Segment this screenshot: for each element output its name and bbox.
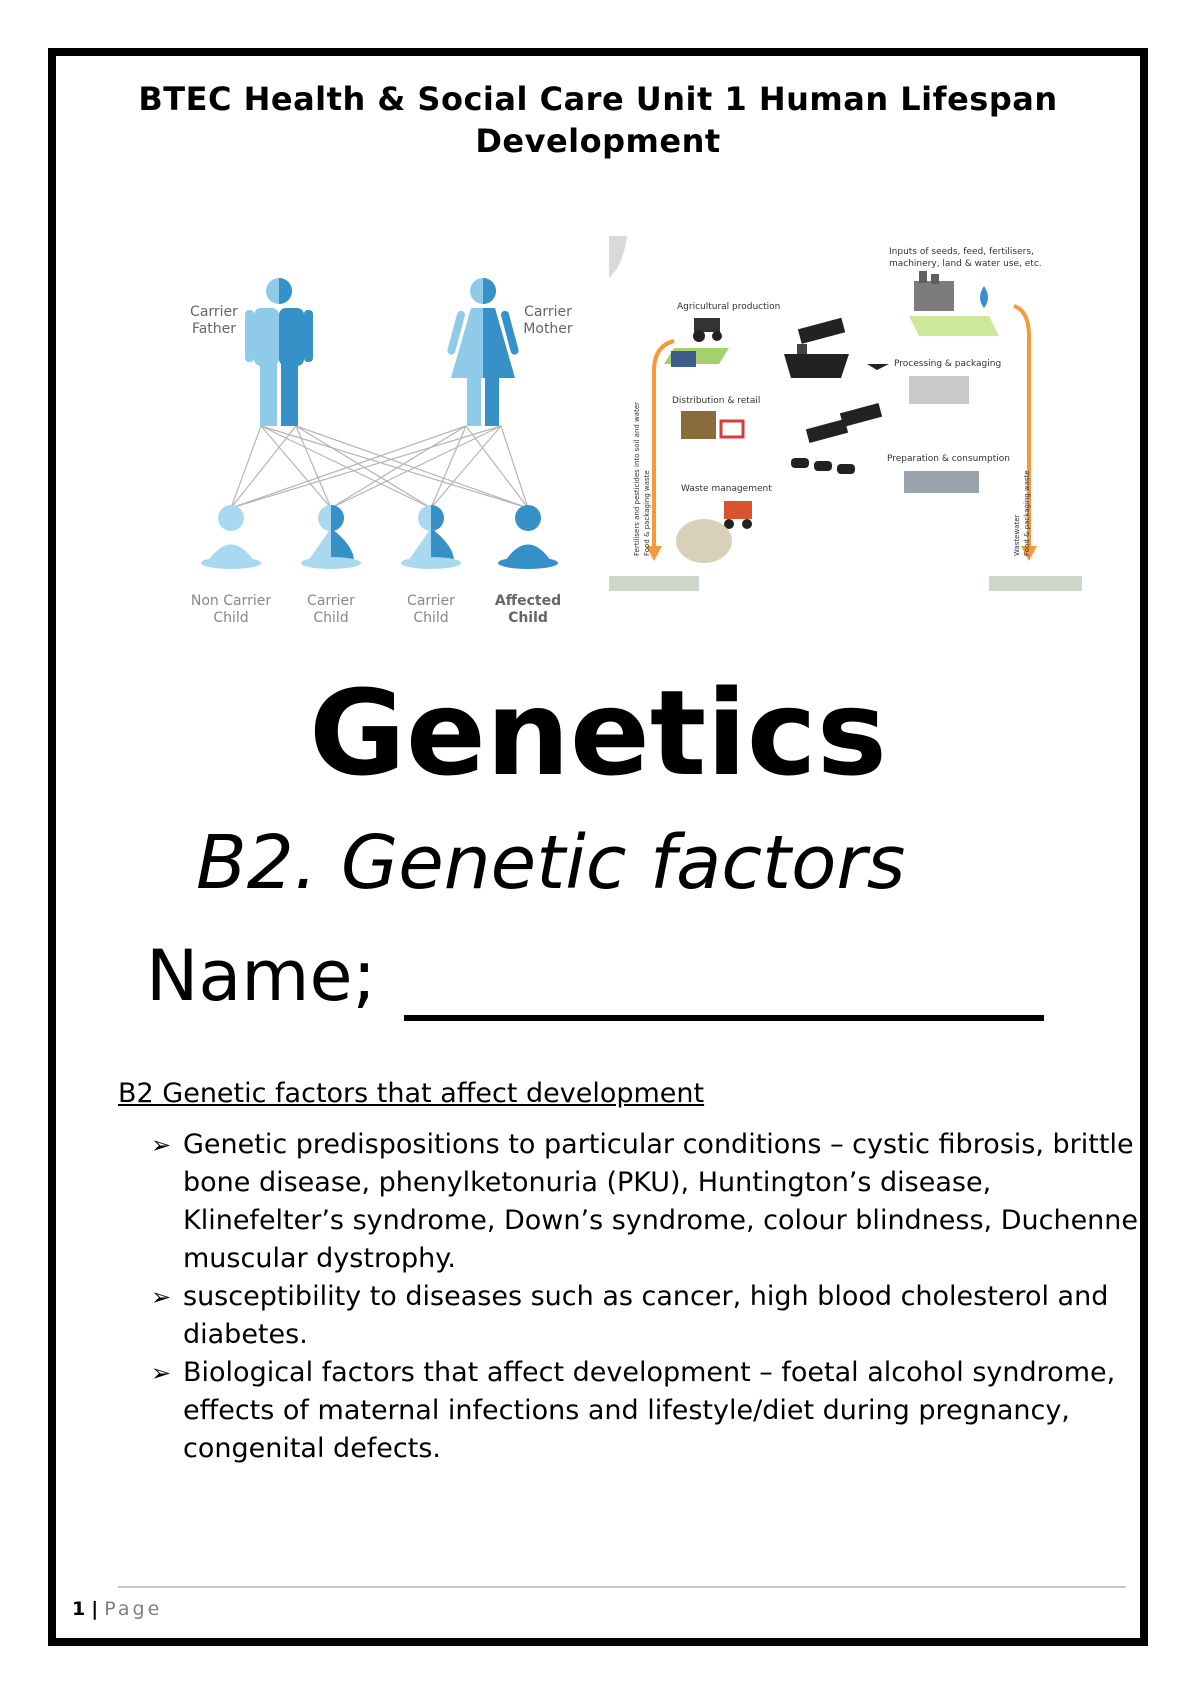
page-number: 1 [72,1598,86,1620]
right-side-label-2: Food & packaging waste [1023,470,1031,556]
bullet-text: susceptibility to diseases such as cancer, high blood cholesterol and diabetes. [183,1281,1109,1350]
child-4-label-1: Affected [494,593,562,609]
carrier-mother-icon [446,278,519,426]
affected-child-icon [498,505,558,569]
footer-separator: | [91,1598,99,1620]
inputs-label-2: machinery, land & water use, etc. [889,259,1042,269]
father-label-2: Father [191,321,237,337]
list-item [151,1354,1151,1468]
cars-icon [791,458,855,474]
mother-label-1: Carrier [524,304,572,320]
header-line-2: Development [475,122,721,160]
mother-label-2: Mother [523,321,573,337]
child-3-label-1: Carrier [407,593,455,609]
name-blank-line[interactable] [404,945,1044,1021]
arrow-bullet-icon: ➢ [151,1283,172,1311]
child-3-label-2: Child [413,610,449,626]
list-item [151,1278,1151,1354]
inputs-label-1: Inputs of seeds, feed, fertilisers, [889,247,1034,257]
section-heading: B2 Genetic factors that affect development [118,1078,705,1109]
ship-icon [784,344,849,378]
father-label-1: Carrier [190,304,238,320]
page-footer [72,1598,162,1620]
header-line-1: BTEC Health & Social Care Unit 1 Human Lifespan [138,80,1058,118]
child-1-label-2: Child [213,610,249,626]
document-subtitle: B2. Genetic factors [196,820,906,906]
preparation-label: Preparation & consumption [887,454,1011,464]
carrier-child-icon-2 [401,505,461,569]
agri-label: Agricultural production [677,302,781,312]
waste-pile-icon [676,519,732,563]
inheritance-lines [231,426,528,508]
non-carrier-child-icon [201,505,261,569]
name-label: Name; [146,935,377,1017]
market-stall-icon [681,411,716,439]
page-frame [48,48,1148,1646]
tractor-icon [693,318,722,342]
water-drop-icon [980,286,988,308]
kitchen-icon [904,471,979,493]
truck-icon [798,318,882,443]
plane-icon [867,364,889,370]
child-2-label-2: Child [313,610,349,626]
waste-label: Waste management [681,484,772,494]
ground-strip-left [609,576,699,591]
name-field [146,931,1044,1021]
document-title: Genetics [309,664,887,802]
inheritance-diagram [136,216,586,656]
left-side-label-2: Food & packaging waste [643,470,651,556]
bullet-text: Biological factors that affect development – foetal alcohol syndrome, effects of maternal infections and lifestyle/diet during pregnancy, congenital defects. [183,1357,1116,1464]
arrow-bullet-icon: ➢ [151,1131,172,1159]
carrier-father-icon [245,278,313,426]
food-supply-chain-figure [609,236,1082,591]
child-4-label-2: Child [508,610,548,626]
waste-truck-icon [724,501,752,529]
shopping-cart-icon [721,421,743,437]
document-header [56,78,1140,162]
left-side-label-1: Fertilisers and pesticides into soil and water [633,401,641,556]
page-word: Page [104,1598,163,1620]
list-item [151,1126,1151,1278]
bullet-text: Genetic predispositions to particular conditions – cystic fibrosis, brittle bone disease, phenylketonuria (PKU), Huntington’s disease, Klinefelter’s syndrome, Down’s syndrome, colour blindness, Duchenne muscular dystrophy. [183,1129,1139,1274]
child-1-label-1: Non Carrier [190,593,272,609]
bullet-list [151,1126,1151,1468]
right-side-label-1: Wastewater [1013,514,1021,556]
carrier-child-icon-1 [301,505,361,569]
processing-label: Processing & packaging [894,359,1002,369]
footer-divider [118,1586,1126,1588]
arrow-bullet-icon: ➢ [151,1359,172,1387]
processing-machine-icon [909,376,969,404]
cow-icon [671,351,696,367]
ground-strip-right [989,576,1082,591]
child-2-label-1: Carrier [307,593,355,609]
distribution-label: Distribution & retail [672,396,761,406]
